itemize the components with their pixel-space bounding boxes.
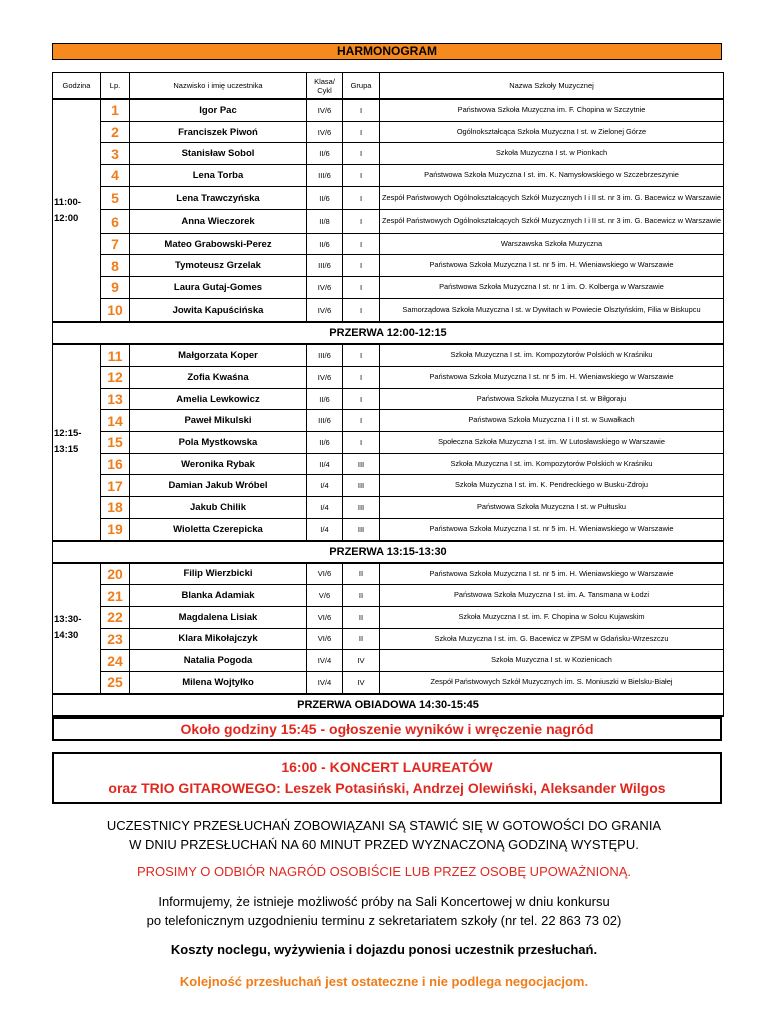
group: I: [343, 388, 380, 410]
table-row: [53, 628, 724, 650]
break-label: PRZERWA 12:00-12:15: [53, 322, 724, 344]
group: I: [343, 277, 380, 299]
participant-name: Damian Jakub Wróbel: [130, 475, 307, 497]
participant-name: Magdalena Lisiak: [130, 606, 307, 628]
participant-number: 5: [101, 186, 130, 210]
participant-name: Filip Wierzbicki: [130, 563, 307, 585]
concert-performers: oraz TRIO GITAROWEGO: Leszek Potasiński, Andrzej Olewiński, Aleksander Wilgos: [108, 780, 666, 796]
participant-name: Igor Pac: [130, 99, 307, 121]
school-name: Państwowa Szkoła Muzyczna I st. nr 1 im. O. Kolberga w Warszawie: [380, 277, 724, 299]
header-klasa: Klasa/ Cykl: [307, 73, 343, 100]
participant-number: 22: [101, 606, 130, 628]
rehearsal-line-1: Informujemy, że istnieje możliwość próby na Sali Koncertowej w dniu konkursu: [158, 894, 610, 909]
participant-number: 23: [101, 628, 130, 650]
table-row: [53, 344, 724, 366]
participant-number: 14: [101, 410, 130, 432]
participant-number: 18: [101, 497, 130, 519]
participant-name: Jakub Chilik: [130, 497, 307, 519]
participant-name: Wioletta Czerepicka: [130, 518, 307, 540]
group: I: [343, 432, 380, 454]
group: I: [343, 255, 380, 277]
class-cycle: II/6: [307, 186, 343, 210]
school-name: Państwowa Szkoła Muzyczna I st. im. K. Namysłowskiego w Szczebrzeszynie: [380, 165, 724, 187]
class-cycle: IV/4: [307, 671, 343, 693]
group: I: [343, 121, 380, 143]
table-row: [53, 121, 724, 143]
prize-pickup-info: PROSIMY O ODBIÓR NAGRÓD OSOBIŚCIE LUB PRZEZ OSOBĘ UPOWAŻNIONĄ.: [136, 864, 632, 879]
group: II: [343, 628, 380, 650]
group: III: [343, 518, 380, 540]
participant-number: 24: [101, 650, 130, 672]
class-cycle: III/6: [307, 165, 343, 187]
table-row: [53, 186, 724, 210]
break-label: PRZERWA OBIADOWA 14:30-15:45: [53, 694, 724, 716]
class-cycle: II/6: [307, 432, 343, 454]
school-name: Szkoła Muzyczna I st. im. K. Pendreckiego w Busku-Zdroju: [380, 475, 724, 497]
break-row: [53, 694, 724, 716]
participant-name: Paweł Mikulski: [130, 410, 307, 432]
group: IV: [343, 650, 380, 672]
group: I: [343, 186, 380, 210]
participant-number: 2: [101, 121, 130, 143]
time-slot: 13:30- 14:30: [53, 563, 101, 694]
table-row: [53, 143, 724, 165]
group: III: [343, 453, 380, 475]
school-name: Państwowa Szkoła Muzyczna I st. nr 5 im. H. Wieniawskiego w Warszawie: [380, 563, 724, 585]
participant-number: 15: [101, 432, 130, 454]
class-cycle: IV/6: [307, 298, 343, 322]
group: I: [343, 367, 380, 389]
school-name: Państwowa Szkoła Muzyczna I st. w Biłgoraju: [380, 388, 724, 410]
header-grupa: Grupa: [343, 73, 380, 100]
school-name: Zespół Państwowych Ogólnokształcących Szkół Muzycznych I i II st. nr 3 im. G. Bacewicz w Warszawie: [380, 210, 724, 234]
school-name: Samorządowa Szkoła Muzyczna I st. w Dywitach w Powiecie Olsztyńskim, Filia w Biskupcu: [380, 298, 724, 322]
participant-number: 11: [101, 344, 130, 366]
header-szkola: Nazwa Szkoły Muzycznej: [380, 73, 724, 100]
participant-number: 19: [101, 518, 130, 540]
participant-number: 20: [101, 563, 130, 585]
class-cycle: VI/6: [307, 628, 343, 650]
group: III: [343, 475, 380, 497]
group: I: [343, 233, 380, 255]
class-cycle: III/6: [307, 410, 343, 432]
participant-number: 17: [101, 475, 130, 497]
school-name: Państwowa Szkoła Muzyczna I i II st. w Suwałkach: [380, 410, 724, 432]
participant-name: Anna Wieczorek: [130, 210, 307, 234]
group: I: [343, 410, 380, 432]
class-cycle: IV/4: [307, 650, 343, 672]
schedule-table: [52, 72, 724, 717]
table-row: [53, 518, 724, 540]
table-row: [53, 255, 724, 277]
group: II: [343, 606, 380, 628]
concert-title: 16:00 - KONCERT LAUREATÓW: [281, 759, 493, 775]
class-cycle: IV/6: [307, 367, 343, 389]
school-name: Państwowa Szkoła Muzyczna I st. w Pułtusku: [380, 497, 724, 519]
participant-number: 13: [101, 388, 130, 410]
class-cycle: III/6: [307, 344, 343, 366]
group: II: [343, 585, 380, 607]
table-row: [53, 585, 724, 607]
school-name: Ogólnokształcąca Szkoła Muzyczna I st. w Zielonej Górze: [380, 121, 724, 143]
class-cycle: II/6: [307, 143, 343, 165]
costs-info: Koszty noclegu, wyżywienia i dojazdu ponosi uczestnik przesłuchań.: [170, 942, 598, 957]
school-name: Warszawska Szkoła Muzyczna: [380, 233, 724, 255]
break-label: PRZERWA 13:15-13:30: [53, 541, 724, 563]
participant-number: 4: [101, 165, 130, 187]
table-row: [53, 298, 724, 322]
table-row: [53, 210, 724, 234]
class-cycle: V/6: [307, 585, 343, 607]
participant-name: Klara Mikołajczyk: [130, 628, 307, 650]
table-row: [53, 606, 724, 628]
group: I: [343, 99, 380, 121]
participant-name: Franciszek Piwoń: [130, 121, 307, 143]
table-row: [53, 650, 724, 672]
class-cycle: I/4: [307, 475, 343, 497]
participant-number: 8: [101, 255, 130, 277]
class-cycle: IV/6: [307, 99, 343, 121]
schedule-title: HARMONOGRAM: [52, 43, 722, 60]
concert-notice: [52, 752, 722, 804]
table-header-row: [53, 73, 724, 100]
break-row: [53, 541, 724, 563]
table-row: [53, 233, 724, 255]
participant-name: Małgorzata Koper: [130, 344, 307, 366]
participant-number: 25: [101, 671, 130, 693]
school-name: Państwowa Szkoła Muzyczna I st. nr 5 im. H. Wieniawskiego w Warszawie: [380, 518, 724, 540]
table-row: [53, 388, 724, 410]
group: I: [343, 143, 380, 165]
participant-name: Tymoteusz Grzelak: [130, 255, 307, 277]
attendance-info: [30, 816, 738, 854]
participant-name: Jowita Kapuścińska: [130, 298, 307, 322]
school-name: Szkoła Muzyczna I st. im. Kompozytorów Polskich w Kraśniku: [380, 453, 724, 475]
table-row: [53, 165, 724, 187]
class-cycle: I/4: [307, 518, 343, 540]
school-name: Zespół Państwowych Ogólnokształcących Szkół Muzycznych I i II st. nr 3 im. G. Bacewicz w Warszawie: [380, 186, 724, 210]
class-cycle: IV/6: [307, 277, 343, 299]
table-row: [53, 99, 724, 121]
participant-name: Mateo Grabowski-Perez: [130, 233, 307, 255]
group: I: [343, 165, 380, 187]
time-slot: 11:00- 12:00: [53, 99, 101, 322]
table-row: [53, 475, 724, 497]
class-cycle: II/6: [307, 388, 343, 410]
school-name: Państwowa Szkoła Muzyczna im. F. Chopina w Szczytnie: [380, 99, 724, 121]
class-cycle: III/6: [307, 255, 343, 277]
table-row: [53, 453, 724, 475]
participant-number: 16: [101, 453, 130, 475]
table-row: [53, 497, 724, 519]
group: I: [343, 344, 380, 366]
participant-name: Zofia Kwaśna: [130, 367, 307, 389]
class-cycle: II/4: [307, 453, 343, 475]
group: I: [343, 298, 380, 322]
attendance-line-2: W DNIU PRZESŁUCHAŃ NA 60 MINUT PRZED WYZNACZONĄ GODZINĄ WYSTĘPU.: [129, 837, 639, 852]
participant-name: Natalia Pogoda: [130, 650, 307, 672]
participant-name: Laura Gutaj-Gomes: [130, 277, 307, 299]
school-name: Państwowa Szkoła Muzyczna I st. nr 5 im. H. Wieniawskiego w Warszawie: [380, 367, 724, 389]
order-info: Kolejność przesłuchań jest ostateczne i nie podlega negocjacjom.: [179, 974, 589, 989]
participant-number: 1: [101, 99, 130, 121]
participant-name: Blanka Adamiak: [130, 585, 307, 607]
school-name: Szkoła Muzyczna I st. im. F. Chopina w Solcu Kujawskim: [380, 606, 724, 628]
group: IV: [343, 671, 380, 693]
participant-name: Lena Torba: [130, 165, 307, 187]
participant-name: Amelia Lewkowicz: [130, 388, 307, 410]
results-notice: Około godziny 15:45 - ogłoszenie wyników i wręczenie nagród: [52, 717, 722, 741]
school-name: Państwowa Szkoła Muzyczna I st. nr 5 im. H. Wieniawskiego w Warszawie: [380, 255, 724, 277]
rehearsal-info: [30, 892, 738, 930]
class-cycle: I/4: [307, 497, 343, 519]
class-cycle: IV/6: [307, 121, 343, 143]
header-lp: Lp.: [101, 73, 130, 100]
table-row: [53, 410, 724, 432]
participant-name: Stanisław Sobol: [130, 143, 307, 165]
participant-name: Milena Wojtyłko: [130, 671, 307, 693]
participant-number: 10: [101, 298, 130, 322]
participant-name: Pola Mystkowska: [130, 432, 307, 454]
class-cycle: VI/6: [307, 563, 343, 585]
group: I: [343, 210, 380, 234]
class-cycle: VI/6: [307, 606, 343, 628]
header-nazwisko: Nazwisko i imię uczestnika: [130, 73, 307, 100]
participant-number: 21: [101, 585, 130, 607]
attendance-line-1: UCZESTNICY PRZESŁUCHAŃ ZOBOWIĄZANI SĄ STAWIĆ SIĘ W GOTOWOŚCI DO GRANIA: [106, 818, 662, 833]
school-name: Zespół Państwowych Szkół Muzycznych im. S. Moniuszki w Bielsku-Białej: [380, 671, 724, 693]
participant-number: 9: [101, 277, 130, 299]
school-name: Szkoła Muzyczna I st. w Kozienicach: [380, 650, 724, 672]
participant-number: 3: [101, 143, 130, 165]
schedule-body: [53, 99, 724, 716]
rehearsal-line-2: po telefonicznym uzgodnieniu terminu z sekretariatem szkoły (nr tel. 22 863 73 02): [146, 913, 622, 928]
time-slot: 12:15- 13:15: [53, 344, 101, 540]
table-row: [53, 367, 724, 389]
participant-number: 12: [101, 367, 130, 389]
school-name: Szkoła Muzyczna I st. im. Kompozytorów Polskich w Kraśniku: [380, 344, 724, 366]
school-name: Szkoła Muzyczna I st. w Pionkach: [380, 143, 724, 165]
school-name: Państwowa Szkoła Muzyczna I st. im. A. Tansmana w Łodzi: [380, 585, 724, 607]
table-row: [53, 432, 724, 454]
school-name: Szkoła Muzyczna I st. im. G. Bacewicz w ZPSM w Gdańsku-Wrzeszczu: [380, 628, 724, 650]
table-row: [53, 563, 724, 585]
participant-number: 6: [101, 210, 130, 234]
participant-name: Lena Trawczyńska: [130, 186, 307, 210]
participant-name: Weronika Rybak: [130, 453, 307, 475]
break-row: [53, 322, 724, 344]
class-cycle: II/8: [307, 210, 343, 234]
school-name: Społeczna Szkoła Muzyczna I st. im. W Lutosławskiego w Warszawie: [380, 432, 724, 454]
group: II: [343, 563, 380, 585]
participant-number: 7: [101, 233, 130, 255]
group: III: [343, 497, 380, 519]
table-row: [53, 277, 724, 299]
header-godzina: Godzina: [53, 73, 101, 100]
table-row: [53, 671, 724, 693]
class-cycle: II/6: [307, 233, 343, 255]
